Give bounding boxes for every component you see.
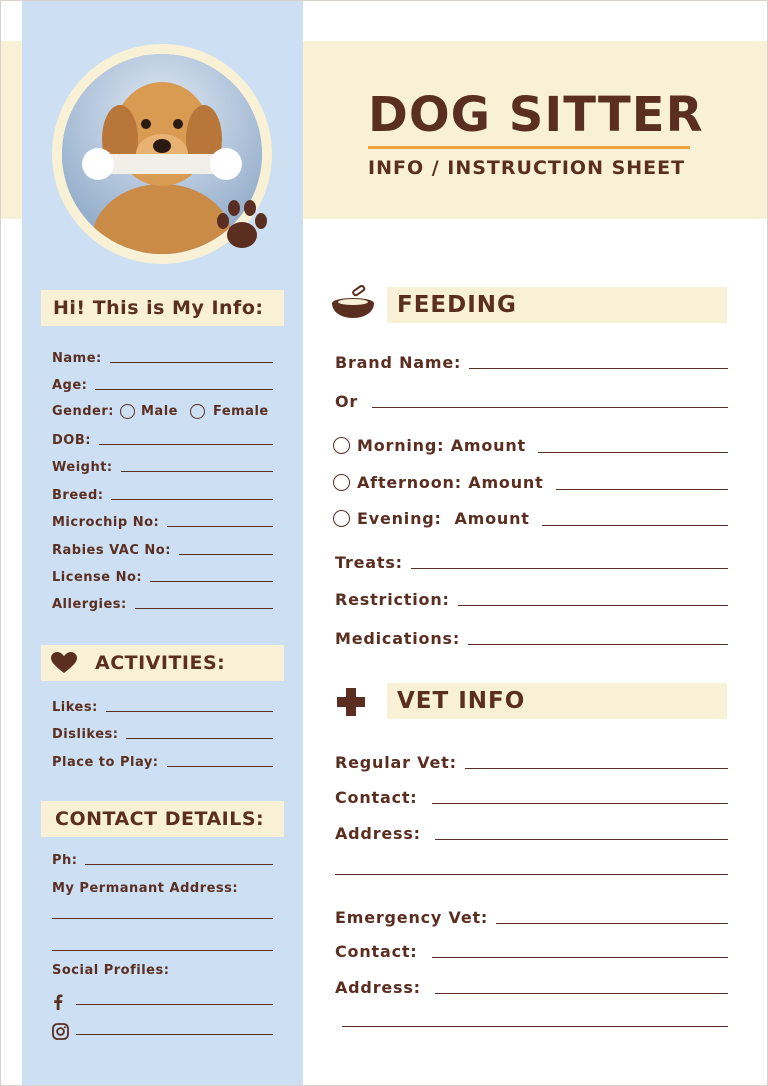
facebook-field[interactable] [76, 1004, 273, 1005]
weight-field[interactable]: Weight: [52, 457, 273, 475]
vet-info-heading: VET INFO [387, 683, 727, 719]
gender-female-radio[interactable] [190, 404, 205, 419]
vet-contact-field[interactable]: Contact: [335, 785, 728, 807]
facebook-icon [53, 994, 63, 1010]
dog-bowl-icon [330, 285, 376, 319]
allergies-field[interactable]: Allergies: [52, 594, 273, 612]
address-line-2[interactable] [52, 950, 273, 951]
rabies-field[interactable]: Rabies VAC No: [52, 540, 273, 558]
emergency-address-line-2[interactable] [342, 1026, 728, 1027]
feeding-heading: FEEDING [387, 287, 727, 323]
paw-icon [210, 193, 274, 257]
gender-male-radio[interactable] [120, 404, 135, 419]
page-title: DOG SITTER [368, 87, 704, 143]
brand-name-field[interactable]: Brand Name: [335, 350, 728, 372]
name-field[interactable]: Name: [52, 348, 273, 366]
info-heading: Hi! This is My Info: [41, 290, 284, 326]
activities-heading: ACTIVITIES: [41, 645, 284, 681]
emergency-vet-field[interactable]: Emergency Vet: [335, 905, 728, 927]
gender-field: Gender: Male Female [52, 403, 269, 419]
age-field[interactable]: Age: [52, 375, 273, 393]
page-subtitle: INFO / INSTRUCTION SHEET [368, 157, 686, 179]
instagram-icon [52, 1023, 69, 1040]
medical-cross-icon [336, 687, 366, 717]
social-profiles-label-row: Social Profiles: [52, 963, 170, 978]
vet-address-line-2[interactable] [335, 874, 728, 875]
likes-field[interactable]: Likes: [52, 697, 273, 715]
vet-address-field[interactable]: Address: [335, 821, 728, 843]
microchip-field[interactable]: Microchip No: [52, 512, 273, 530]
treats-field[interactable]: Treats: [335, 550, 728, 572]
morning-amount-field[interactable]: Morning: Amount [333, 434, 728, 456]
regular-vet-field[interactable]: Regular Vet: [335, 750, 728, 772]
permanent-address-label-row: My Permanant Address: [52, 881, 239, 896]
instagram-field[interactable] [76, 1034, 273, 1035]
contact-heading: CONTACT DETAILS: [41, 801, 284, 837]
title-underline [368, 146, 690, 149]
address-line-1[interactable] [52, 918, 273, 919]
phone-field[interactable]: Ph: [52, 850, 273, 868]
emergency-address-field[interactable]: Address: [335, 975, 728, 997]
dislikes-field[interactable]: Dislikes: [52, 724, 273, 742]
breed-field[interactable]: Breed: [52, 485, 273, 503]
restriction-field[interactable]: Restriction: [335, 587, 728, 609]
or-field[interactable]: Or [335, 389, 728, 411]
dob-field[interactable]: DOB: [52, 430, 273, 448]
evening-radio[interactable] [333, 510, 350, 527]
evening-amount-field[interactable]: Evening: Amount [333, 507, 728, 529]
heart-icon [51, 652, 77, 674]
afternoon-radio[interactable] [333, 474, 350, 491]
afternoon-amount-field[interactable]: Afternoon: Amount [333, 471, 728, 493]
license-field[interactable]: License No: [52, 567, 273, 585]
medications-field[interactable]: Medications: [335, 626, 728, 648]
place-to-play-field[interactable]: Place to Play: [52, 752, 273, 770]
title-block [368, 86, 704, 179]
emergency-contact-field[interactable]: Contact: [335, 939, 728, 961]
morning-radio[interactable] [333, 437, 350, 454]
